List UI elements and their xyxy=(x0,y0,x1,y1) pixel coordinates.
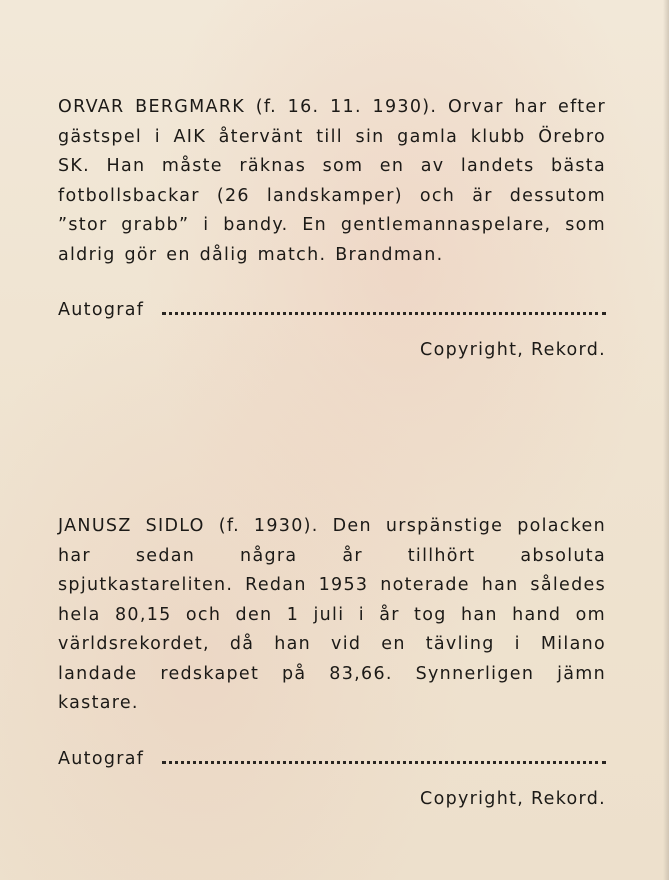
autograph-dotted-line xyxy=(162,747,606,764)
entry-orvar-bergmark xyxy=(58,93,606,360)
copyright-text: Copyright, Rekord. xyxy=(420,340,606,360)
entry-janusz-sidlo xyxy=(58,512,606,809)
autograph-label: Autograf xyxy=(58,748,145,769)
bio-text: ORVAR BERGMARK (f. 16. 11. 1930). Orvar har efter gästspel i AIK återvänt till sin gamla klubb Örebro SK. Han måste räknas som en av landets bästa fotbollsbackar (26 landskamper) och är dessutom ”stor grabb” i bandy. En gentlemannaspelare, som aldrig gör en dålig match. Brandman. xyxy=(58,97,606,265)
copyright-text: Copyright, Rekord. xyxy=(420,788,606,809)
bio-text: JANUSZ SIDLO (f. 1930). Den urspänstige polacken har sedan några år tillhört absoluta spjutkastareliten. Redan 1953 noterade han således hela 80,15 och den 1 juli i år tog han hand om världsrekordet, då han vid en tävling i Milano landade redskapet på 83,66. Synnerligen jämn kastare. xyxy=(58,516,606,713)
autograph-dotted-line xyxy=(162,298,606,315)
autograph-line xyxy=(58,298,606,320)
card-edge xyxy=(663,0,669,880)
autograph-label: Autograf xyxy=(58,300,145,320)
autograph-line xyxy=(58,747,606,769)
